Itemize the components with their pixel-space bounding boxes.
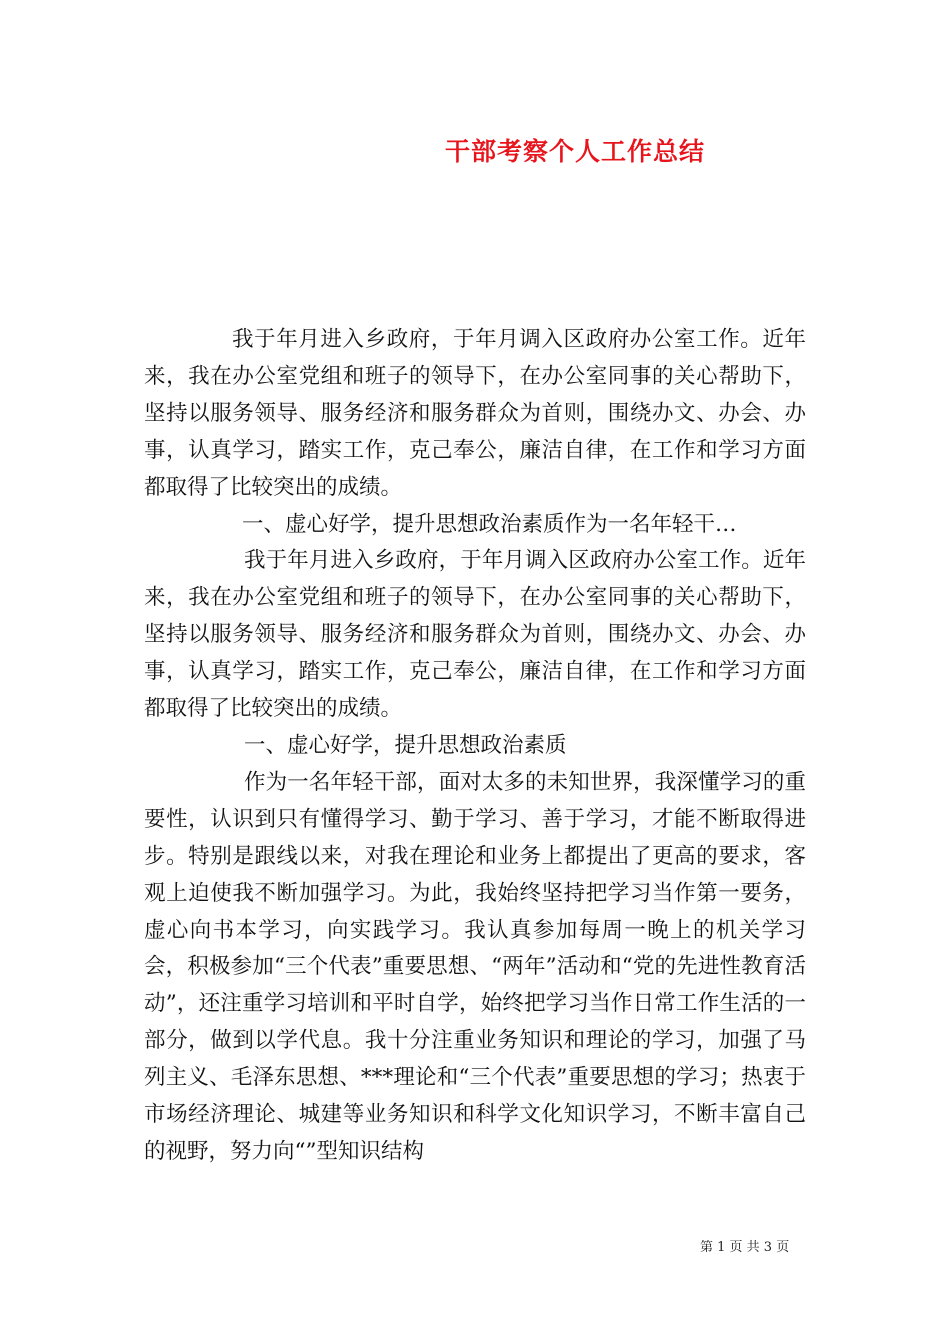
document-body bbox=[144, 322, 806, 1171]
section-heading-truncated: 一、虚心好学，提升思想政治素质作为一名年轻干… bbox=[242, 511, 737, 537]
paragraph-intro: 我于年月进入乡政府，于年月调入区政府办公室工作。近年来，我在办公室党组和班子的领导下，在办公室同事的关心帮助下，坚持以服务领导、服务经济和服务群众为首则，围绕办文、办会、办事，认真学习，踏实工作，克己奉公，廉洁自律，在工作和学习方面都取得了比较突出的成绩。 bbox=[144, 327, 806, 500]
paragraph-intro-repeat: 我于年月进入乡政府，于年月调入区政府办公室工作。近年来，我在办公室党组和班子的领导下，在办公室同事的关心帮助下，坚持以服务领导、服务经济和服务群众为首则，围绕办文、办会、办事，认真学习，踏实工作，克己奉公，廉洁自律，在工作和学习方面都取得了比较突出的成绩。 bbox=[144, 548, 806, 722]
paragraph-study: 作为一名年轻干部，面对太多的未知世界，我深懂学习的重要性，认识到只有懂得学习、勤于学习、善于学习，才能不断取得进步。特别是跟线以来，对我在理论和业务上都提出了更高的要求，客观上迫使我不断加强学习。为此，我始终坚持把学习当作第一要务，虚心向书本学习，向实践学习。我认真参加每周一晚上的机关学习会，积极参加“三个代表”重要思想、“两年”活动和“党的先进性教育活动”，还注重学习培训和平时自学，始终把学习当作日常工作生活的一部分，做到以学代息。我十分注重业务知识和理论的学习，加强了马列主义、毛泽东思想、***理论和“三个代表”重要思想的学习；热衷于市场经济理论、城建等业务知识和科学文化知识学习，不断丰富自己的视野，努力向“”型知识结构 bbox=[144, 769, 806, 1164]
document-title-wrap bbox=[0, 132, 950, 168]
page-indicator: 第 1 页 共 3 页 bbox=[700, 1240, 790, 1255]
document-title: 干部考察个人工作总结 bbox=[444, 137, 705, 166]
section-heading-1: 一、虚心好学，提升思想政治素质 bbox=[244, 732, 567, 758]
